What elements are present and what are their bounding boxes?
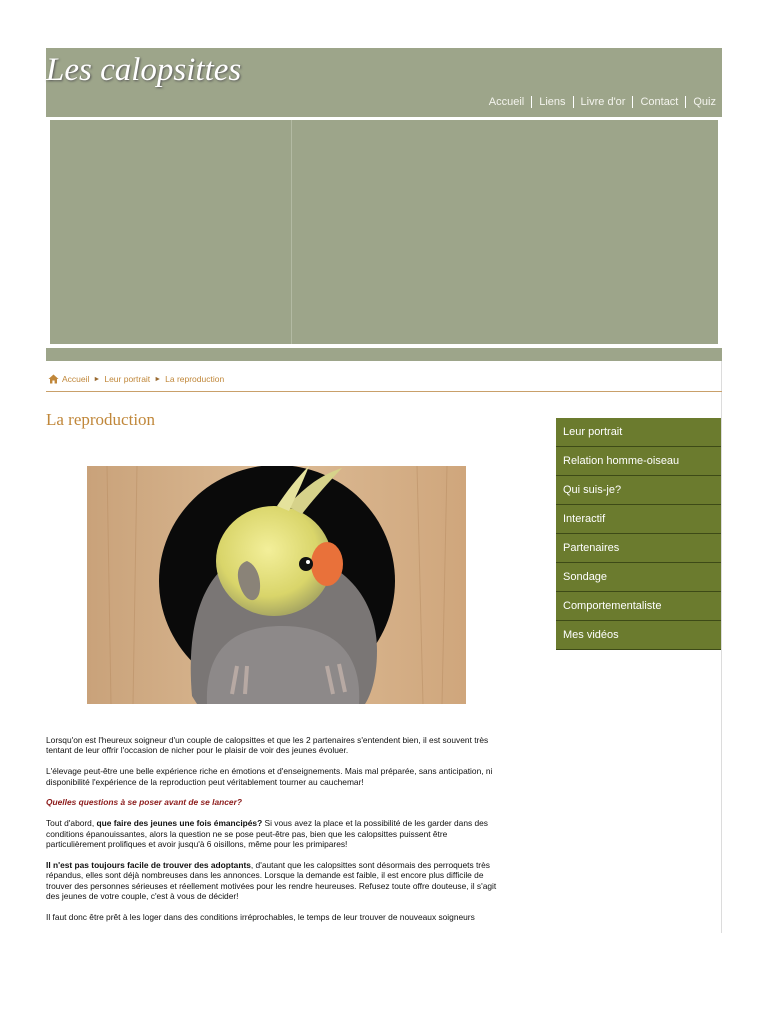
- page-title: La reproduction: [46, 410, 156, 429]
- sidenav-item-interactif[interactable]: Interactif: [556, 505, 721, 534]
- sidenav-item-partenaires[interactable]: Partenaires: [556, 534, 721, 563]
- sidenav-item-sondage[interactable]: Sondage: [556, 563, 721, 592]
- sidenav-item-comportementaliste[interactable]: Comportementaliste: [556, 592, 721, 621]
- article-paragraph: Lorsqu'on est l'heureux soigneur d'un couple de calopsittes et que les 2 partenaires s'entendent bien, il est souvent très tentant de leur offrir l'occasion de nicher pour le plaisir de voir des jeunes évoluer.: [46, 735, 489, 756]
- nav-link-quiz[interactable]: Quiz: [693, 96, 716, 108]
- banner-divider: [291, 120, 292, 344]
- article-text: , d'autant que les calopsittes sont désormais des perroquets très répandus, elles sont déjà nombreuses dans les annonces. Lorsque la demande est faible, il est encore plus difficile de trouver des personnes sérieuses et réellement motivées pour les rendre heureuses. Refusez toute offre douteuse, il s'agit des jeunes de votre couple, c'est à vous de décider!: [46, 859, 497, 902]
- article-text: Tout d'abord,: [46, 818, 97, 829]
- nav-separator: [632, 96, 633, 108]
- breadcrumb-arrow-icon: ►: [93, 375, 101, 383]
- nav-separator: [685, 96, 686, 108]
- top-nav: [489, 96, 716, 108]
- banner-panel: [50, 120, 718, 344]
- article-body: [46, 735, 508, 933]
- nav-link-liens[interactable]: Liens: [539, 96, 566, 108]
- sub-header-bar: [46, 348, 722, 361]
- sidenav-item-mes-videos[interactable]: Mes vidéos: [556, 621, 721, 650]
- nav-separator: [531, 96, 532, 108]
- nav-link-livre-dor[interactable]: Livre d'or: [580, 96, 626, 108]
- article-paragraph: Il faut donc être prêt à les loger dans des conditions irréprochables, le temps de leur trouver de nouveaux soigneurs: [46, 911, 475, 922]
- site-header: [46, 48, 722, 117]
- breadcrumb-link-accueil[interactable]: Accueil: [62, 374, 90, 384]
- content-right-border: [721, 361, 722, 933]
- breadcrumb-arrow-icon: ►: [154, 375, 162, 383]
- sidenav-item-qui-suis-je[interactable]: Qui suis-je?: [556, 476, 721, 505]
- nav-link-accueil[interactable]: Accueil: [488, 96, 525, 108]
- nav-link-contact[interactable]: Contact: [640, 96, 679, 108]
- article-paragraph: [46, 860, 508, 902]
- side-nav: [556, 418, 721, 650]
- article-paragraph: [46, 818, 508, 849]
- article-text: Si vous avez la place et la possibilité de les garder dans des conditions épanouissantes, alors la question ne se pose peut-être pas, bien que les calopsittes puissent être particulièrement prolifiques et avoir jusqu'à 6 oisillons, même pour les primipares!: [46, 818, 488, 850]
- site-title: Les calopsittes: [46, 52, 242, 88]
- article-paragraph: L'élevage peut-être une belle expérience riche en émotions et d'enseignements. Mais mal préparée, sans anticipation, ni disponibilité l'expérience de la reproduction peut véritablement tourner au cauchemar!: [46, 766, 493, 787]
- home-icon[interactable]: [48, 374, 59, 384]
- sidenav-item-leur-portrait[interactable]: Leur portrait: [556, 418, 721, 447]
- breadcrumb-rule: [46, 391, 722, 392]
- breadcrumb-current[interactable]: La reproduction: [165, 374, 225, 384]
- breadcrumb-link-leur-portrait[interactable]: Leur portrait: [104, 374, 151, 384]
- article-question: Quelles questions à se poser avant de se lancer?: [46, 797, 242, 808]
- sidenav-item-relation-homme-oiseau[interactable]: Relation homme-oiseau: [556, 447, 721, 476]
- cockatiel-nest-photo: [87, 466, 466, 704]
- breadcrumb: [48, 374, 224, 384]
- nav-separator: [573, 96, 574, 108]
- banner: [46, 117, 722, 347]
- article-bold-text: que faire des jeunes une fois émancipés?: [96, 818, 263, 829]
- article-bold-text: Il n'est pas toujours facile de trouver des adoptants: [46, 859, 251, 870]
